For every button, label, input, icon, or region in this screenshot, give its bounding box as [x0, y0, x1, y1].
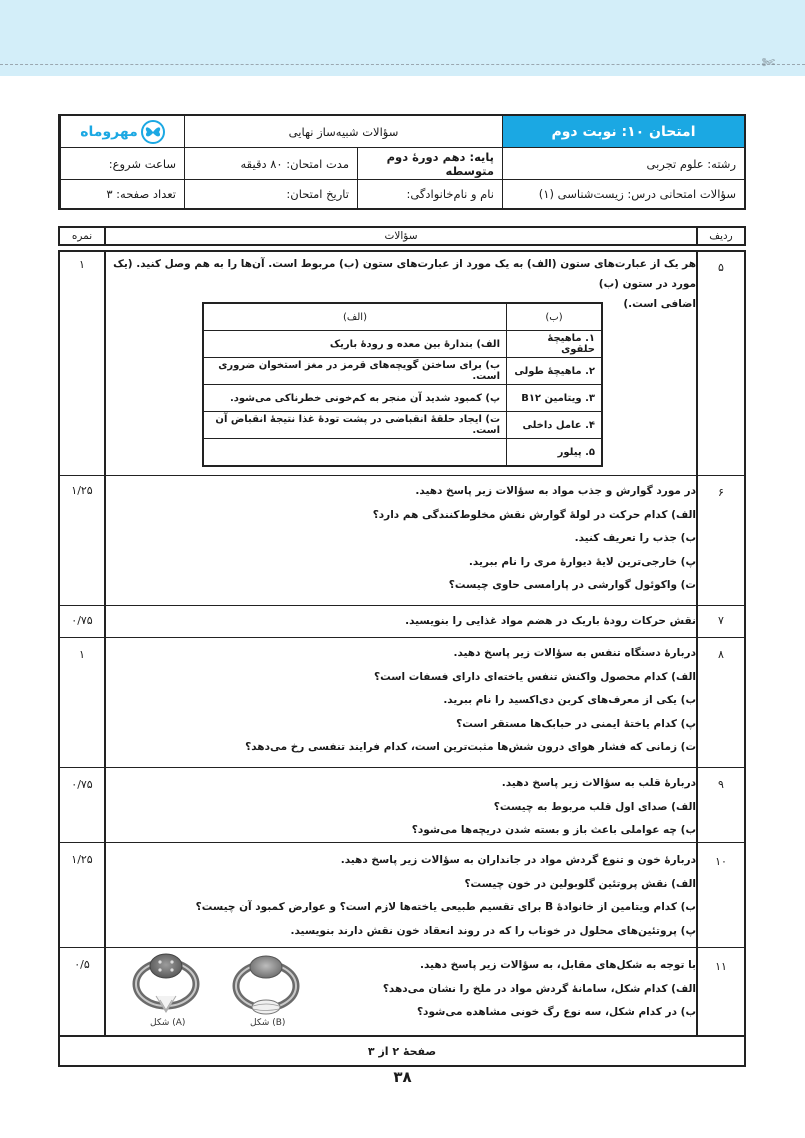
question-text	[196, 849, 696, 943]
question-line: پ) کدام یاختهٔ ایمنی در حبابک‌ها مستقر است؟	[456, 717, 696, 730]
question-line: در مورد گوارش و جذب مواد به سؤالات زیر پاسخ دهید.	[415, 485, 696, 497]
column-questions: سؤالات	[384, 230, 418, 242]
figure-a-label: شکل (A)	[150, 1018, 186, 1028]
question-text	[383, 954, 696, 1025]
matching-item-b: ۳. ویتامین B۱۲	[507, 385, 603, 412]
brand-logo	[60, 116, 184, 147]
question-line: ت) واکوئول گوارشی در پارامسی حاوی چیست؟	[448, 579, 696, 591]
figure-b-label: شکل (B)	[250, 1018, 286, 1028]
question-line: ب) کدام ویتامین از خانوادهٔ B برای تقسیم طبیعی یاخته‌ها لازم است؟ و عوارض کمبود آن چیست؟	[195, 901, 696, 913]
question-score: ۱	[79, 648, 85, 661]
matching-item-b: ۴. عامل داخلی	[507, 412, 603, 439]
matching-item-b: ۲. ماهیچهٔ طولی	[507, 358, 603, 385]
question-score: ۰/۷۵	[71, 614, 93, 627]
question-row	[60, 637, 744, 768]
question-line: پ) پروتئین‌های محلول در خوناب را که در روند انعقاد خون نقش دارند بنویسید.	[290, 924, 696, 937]
question-line: الف) کدام حرکت در لولهٔ گوارش نقش مخلوط‌کنندگی هم دارد؟	[372, 508, 696, 521]
question-text	[412, 772, 696, 843]
question-line: الف) صدای اول قلب مربوط به چیست؟	[493, 800, 696, 813]
question-text	[373, 480, 696, 598]
question-score: ۰/۷۵	[71, 778, 93, 791]
circulatory-diagram-b-icon	[230, 954, 302, 1020]
question-number: ۶	[718, 486, 724, 499]
question-line: دربارهٔ قلب به سؤالات زیر پاسخ دهید.	[501, 777, 696, 789]
question-line: اضافی است.)	[623, 298, 696, 310]
question-line: ب) جذب را تعریف کنید.	[574, 532, 696, 544]
question-score: ۱/۲۵	[71, 853, 93, 866]
divider	[696, 228, 698, 244]
question-text	[245, 642, 696, 760]
question-number: ۵	[718, 261, 724, 274]
question-line: الف) نقش پروتئین گلوبولین در خون چیست؟	[464, 877, 696, 890]
duration-label: مدت امتحان: ۸۰ دقیقه	[184, 147, 357, 179]
column-row-number: ردیف	[709, 230, 733, 242]
grade-label: پایه: دهم دورهٔ دوم متوسطه	[357, 147, 502, 179]
question-row	[60, 475, 744, 606]
matching-col-a-header: (الف)	[203, 303, 507, 331]
question-line: پ) خارجی‌ترین لایهٔ دیوارهٔ مری را نام ببرید.	[468, 555, 696, 568]
question-row	[60, 605, 744, 638]
exam-title: امتحان ۱۰: نوبت دوم	[502, 116, 744, 147]
question-number: ۹	[718, 778, 724, 791]
student-name-label: نام و نام‌خانوادگی:	[357, 179, 502, 208]
scissors-icon: ✄	[761, 53, 775, 72]
question-row	[60, 767, 744, 843]
question-number: ۱۰	[715, 855, 727, 868]
matching-col-b-header: (ب)	[507, 303, 603, 331]
question-line: الف) کدام شکل، سامانهٔ گردش مواد در ملخ را نشان می‌دهد؟	[382, 982, 696, 995]
matching-item-b: ۵. پیلور	[507, 439, 603, 467]
question-line: دربارهٔ خون و تنوع گردش مواد در جانداران به سؤالات زیر پاسخ دهید.	[340, 854, 696, 866]
question-line: ب) یکی از معرف‌های کربن دی‌اکسید را نام ببرید.	[443, 694, 696, 706]
question-score: ۰/۵	[74, 958, 90, 971]
question-text	[405, 610, 696, 634]
start-time-label: ساعت شروع:	[60, 147, 184, 179]
cut-line	[0, 64, 805, 65]
question-score: ۱/۲۵	[71, 484, 93, 497]
matching-item-a: ب) برای ساختن گویچه‌های قرمز در مغز استخوان ضروری است.	[203, 358, 507, 385]
matching-table	[202, 302, 603, 467]
page-indicator: صفحهٔ ۲ از ۳	[60, 1035, 744, 1065]
question-number: ۷	[718, 614, 724, 627]
page-count-label: تعداد صفحه: ۳	[60, 179, 184, 208]
question-line: هر یک از عبارت‌های ستون (الف) به یک مورد از عبارت‌های ستون (ب) مربوط است. آن‌ها را به هم وصل کنید. (یک مورد در ستون (ب)	[113, 258, 696, 290]
question-line: نقش حرکات رودهٔ باریک در هضم مواد غذایی را بنویسید.	[405, 615, 696, 627]
questions-column-header	[58, 226, 746, 246]
question-line: ب) در کدام شکل، سه نوع رگ خونی مشاهده می‌شود؟	[416, 1006, 696, 1018]
matching-item-a: الف) بندارهٔ بین معده و رودهٔ باریک	[203, 331, 507, 358]
question-line: ت) زمانی که فشار هوای درون شش‌ها مثبت‌ترین است، کدام فرایند تنفسی رخ می‌دهد؟	[245, 741, 696, 753]
question-row	[60, 842, 744, 948]
field-label: رشته: علوم تجربی	[502, 147, 744, 179]
question-line: الف) کدام محصول واکنش تنفس یاخته‌ای دارای فسفات است؟	[374, 670, 696, 683]
matching-item-b: ۱. ماهیچهٔ حلقوی	[507, 331, 603, 358]
circulatory-diagram-a-icon	[130, 952, 202, 1020]
question-row	[60, 947, 744, 1040]
matching-item-a: پ) کمبود شدید آن منجر به کم‌خونی خطرناکی می‌شود.	[203, 385, 507, 412]
question-score: ۱	[79, 258, 85, 271]
exam-subtitle: سؤالات شبیه‌ساز نهایی	[184, 116, 502, 147]
matching-item-a	[203, 439, 507, 467]
matching-item-a: ت) ایجاد حلقهٔ انقباضی در پشت تودهٔ غذا نتیجهٔ انقباض آن است.	[203, 412, 507, 439]
brand-name: مهروماه	[80, 123, 138, 140]
exam-header	[58, 114, 746, 210]
question-line: ب) چه عواملی باعث باز و بسته شدن دریچه‌ها می‌شود؟	[411, 824, 696, 836]
column-score: نمره	[71, 230, 93, 242]
exam-date-label: تاریخ امتحان:	[184, 179, 357, 208]
question-line: دربارهٔ دستگاه تنفس به سؤالات زیر پاسخ دهید.	[453, 647, 696, 659]
question-number: ۱۱	[715, 960, 727, 973]
book-page-number: ۳۸	[393, 1068, 412, 1086]
question-line: با توجه به شکل‌های مقابل، به سؤالات زیر پاسخ دهید.	[419, 959, 696, 971]
question-number: ۸	[718, 648, 724, 661]
divider	[104, 228, 106, 244]
course-label: سؤالات امتحانی درس: زیست‌شناسی (۱)	[502, 179, 744, 208]
butterfly-icon	[141, 120, 165, 144]
